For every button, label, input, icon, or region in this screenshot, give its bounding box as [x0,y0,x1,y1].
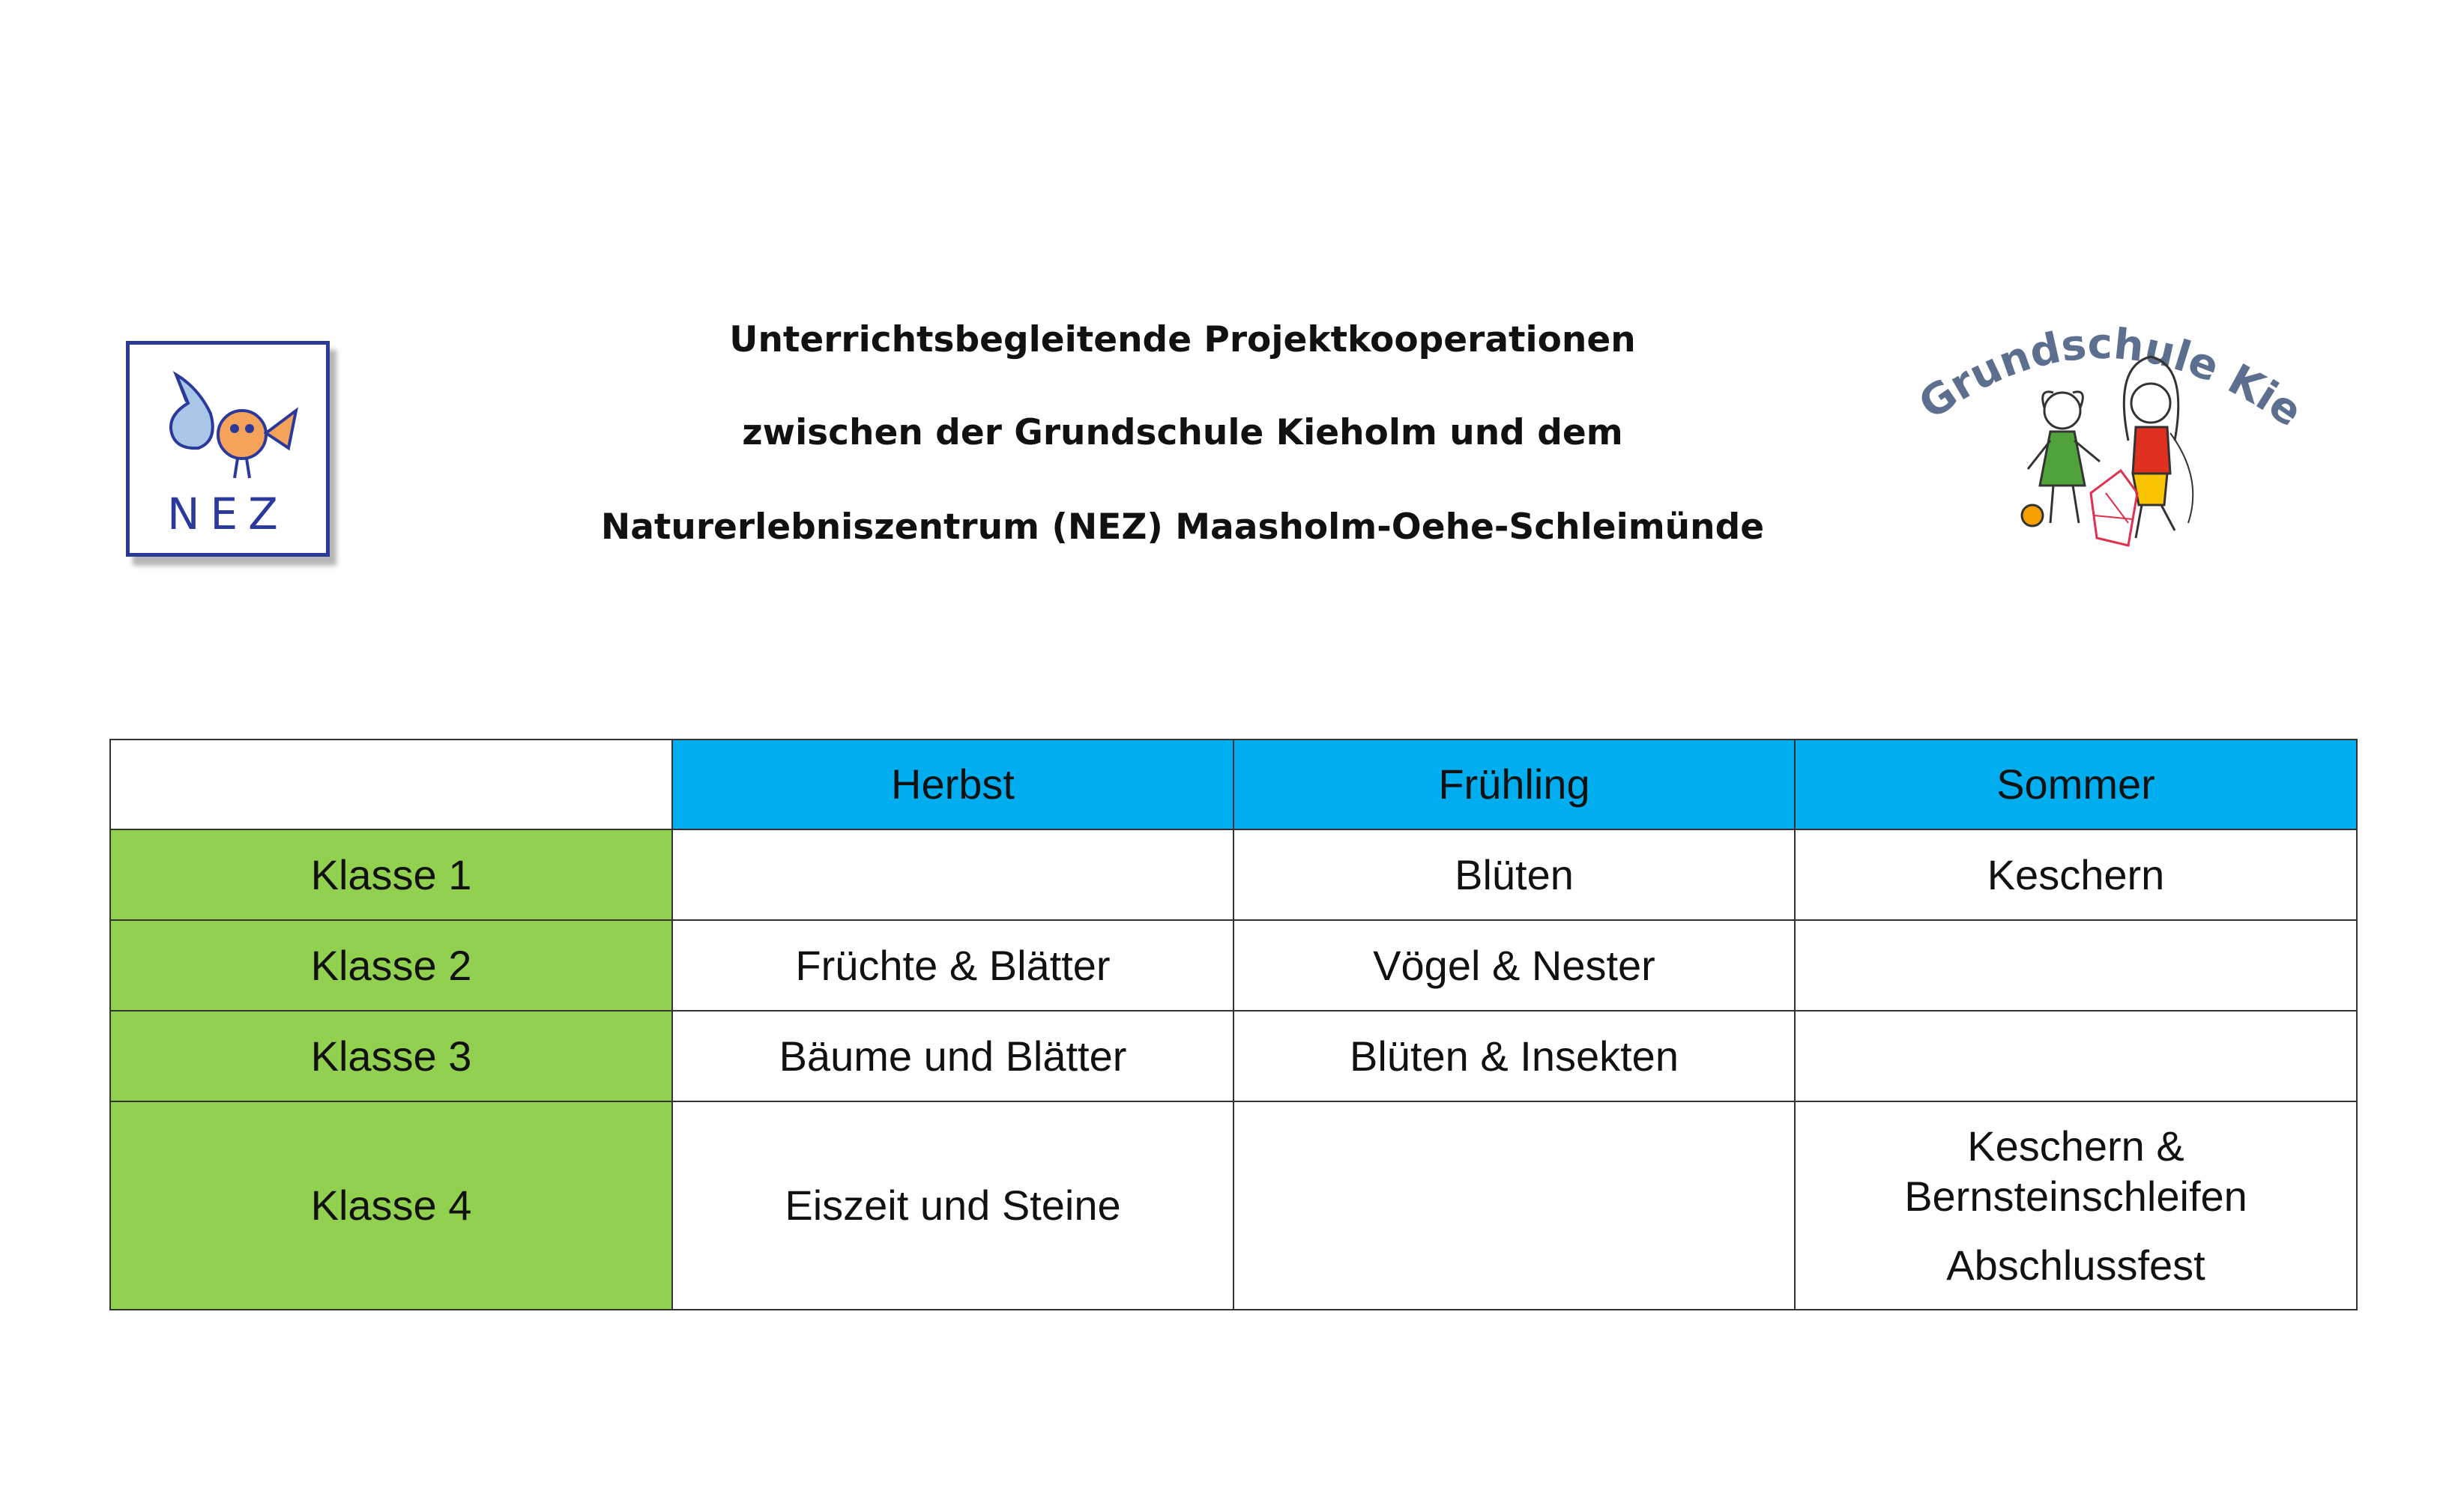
table-cell: Blüten [1233,829,1795,920]
table-header-row [110,740,2357,829]
grundschule-kieholm-logo [1903,298,2323,575]
table-cell: Früchte & Blätter [672,920,1233,1011]
nez-logo-text: NEZ [167,489,289,539]
children-playing-icon [2022,357,2193,545]
table-row [110,829,2357,920]
cell-line: Bernsteinschleifen [1904,1173,2247,1221]
table-corner-cell [110,740,672,829]
table-cell: Eiszeit und Steine [672,1101,1233,1310]
header-title-line-2: zwischen der Grundschule Kieholm und dem [742,412,1623,453]
project-schedule-table [109,739,2358,1310]
table-row [110,1101,2357,1310]
table-cell [1795,920,2357,1011]
row-label-klasse-1: Klasse 1 [110,829,672,920]
column-header-sommer: Sommer [1795,740,2357,829]
school-logo-graphic [1903,298,2323,575]
row-label-klasse-4: Klasse 4 [110,1101,672,1310]
table-cell: Bäume und Blätter [672,1011,1233,1101]
nez-logo [126,341,330,557]
cell-line: Abschlussfest [1946,1241,2205,1289]
row-label-klasse-3: Klasse 3 [110,1011,672,1101]
row-label-klasse-2: Klasse 2 [110,920,672,1011]
column-header-herbst: Herbst [672,740,1233,829]
table-cell: Keschern [1795,829,2357,920]
table-row [110,920,2357,1011]
cell-line: Keschern & [1967,1122,2184,1170]
table-cell [1795,1011,2357,1101]
school-logo-text: Grundschule Kie [1910,319,2311,437]
table-cell-multiline [1795,1101,2357,1310]
header-title-line-3: Naturerlebniszentrum (NEZ) Maasholm-Oehe-Schleimünde [600,506,1765,548]
table-cell: Vögel & Nester [1233,920,1795,1011]
header-title-line-1: Unterrichtsbegleitende Projektkooperationen [729,319,1636,360]
table-cell [672,829,1233,920]
table-cell [1233,1101,1795,1310]
table-row [110,1011,2357,1101]
table-cell: Blüten & Insekten [1233,1011,1795,1101]
column-header-fruehling: Frühling [1233,740,1795,829]
